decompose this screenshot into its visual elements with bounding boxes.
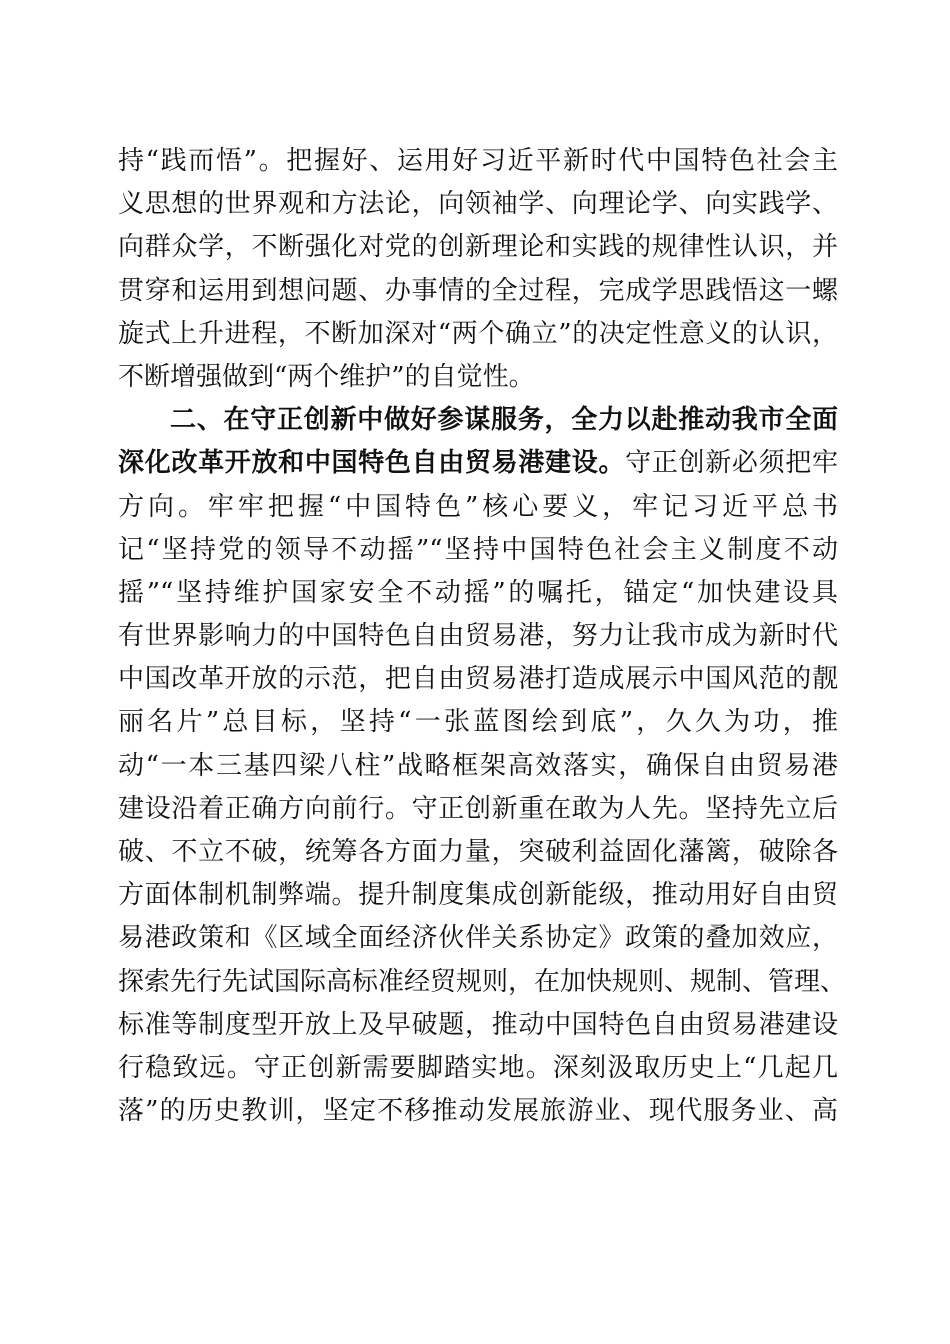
text-line: 有世界影响力的中国特色自由贸易港，努力让我市成为新时代	[118, 621, 838, 652]
text-line: 探索先行先试国际高标准经贸规则，在加快规则、规制、管理、	[118, 966, 847, 997]
text-run: 守正创新必须把牢	[625, 448, 838, 479]
text-line: 落”的历史教训，坚定不移推动发展旅游业、现代服务业、高	[118, 1096, 838, 1127]
section-heading: 二、在守正创新中做好参谋服务，全力以赴推动我市全面	[170, 405, 838, 436]
text-line: 中国改革开放的示范，把自由贸易港打造成展示中国风范的靓	[118, 664, 838, 695]
section-heading-cont: 深化改革开放和中国特色自由贸易港建设。	[118, 448, 626, 479]
text-line: 标准等制度型开放上及早破题，推动中国特色自由贸易港建设	[118, 1009, 838, 1040]
text-line: 不断增强做到“两个维护”的自觉性。	[118, 361, 535, 392]
text-line: 方向。牢牢把握“中国特色”核心要义，牢记习近平总书	[118, 491, 838, 522]
text-line: 破、不立不破，统筹各方面力量，突破利益固化藩篱，破除各	[118, 837, 838, 867]
text-line: 记“坚持党的领导不动摇”“坚持中国特色社会主义制度不动	[118, 534, 838, 565]
text-line: 摇”“坚持维护国家安全不动摇”的嘱托，锚定“加快建设具	[118, 577, 838, 608]
text-line: 易港政策和《区域全面经济伙伴关系协定》政策的叠加效应，	[118, 923, 838, 954]
body-text	[118, 140, 847, 1133]
text-line: 向群众学，不断强化对党的创新理论和实践的规律性认识，并	[118, 232, 838, 263]
text-line: 义思想的世界观和方法论，向领袖学、向理论学、向实践学、	[118, 189, 838, 220]
text-line: 丽名片”总目标，坚持“一张蓝图绘到底”，久久为功，推	[118, 707, 838, 738]
text-line: 旋式上升进程，不断加深对“两个确立”的决定性意义的认识，	[118, 318, 838, 349]
text-line	[118, 442, 838, 485]
text-line: 贯穿和运用到想问题、办事情的全过程，完成学思践悟这一螺	[118, 275, 838, 306]
text-line: 行稳致远。守正创新需要脚踏实地。深刻汲取历史上“几起几	[118, 1052, 838, 1083]
text-line: 持“践而悟”。把握好、运用好习近平新时代中国特色社会主	[118, 146, 838, 176]
text-line: 建设沿着正确方向前行。守正创新重在敢为人先。坚持先立后	[118, 793, 838, 824]
text-line: 方面体制机制弊端。提升制度集成创新能级，推动用好自由贸	[118, 880, 838, 911]
text-line: 动“一本三基四梁八柱”战略框架高效落实，确保自由贸易港	[118, 750, 838, 781]
